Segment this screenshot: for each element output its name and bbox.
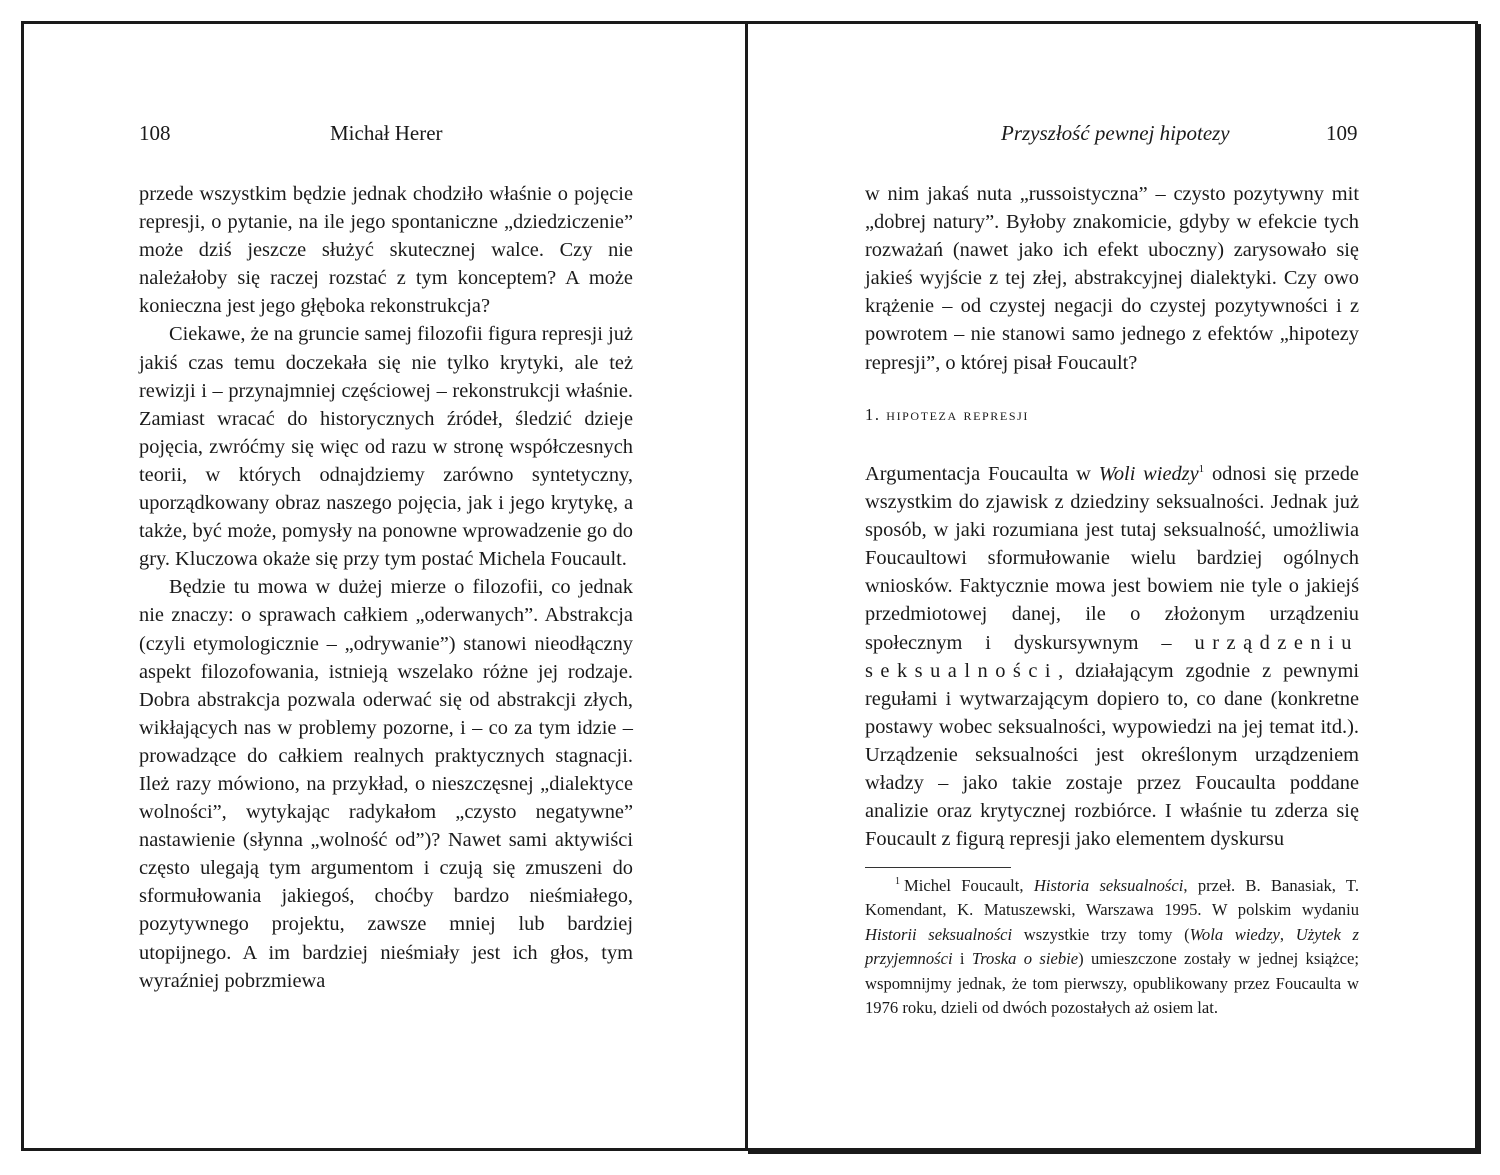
emphasized-term: urządzeniu seksualności [865,631,1359,682]
text-run: , działającym zgodnie z pewnymi regułami i wytwarzającym dopiero to, co dane (konkretne postawy wobec seksualności, wypowiedzi na jej temat itd.). Urządzenie seksualności jest określonym urządzeniem władzy – jako takie zostaje przez Foucaulta poddane analizie oraz krytycznej rozbiórce. I właśnie tu zderza się Foucault z figurą represji jako elementem dyskursu [865,659,1359,851]
text-run: wszystkie trzy tomy ( [1012,924,1190,944]
left-page-body [139,180,633,995]
paragraph: przede wszystkim będzie jednak chodziło właśnie o pojęcie represji, o pytanie, na ile jego spontaniczne „dziedziczenie” może dziś jeszcze służyć skutecznej walce. Czy nie należałoby się raczej rozstać z tym konceptem? A może konieczna jest jego głęboka rekonstrukcja? [139,183,633,318]
left-page [21,21,748,1151]
page-number-right: 109 [1326,121,1358,145]
work-title: Użytek z przyjemności [865,924,1359,969]
paragraph [865,460,1359,853]
text-run: Argumentacja Foucaulta w [865,463,1099,485]
right-page-opening [865,180,1359,377]
running-head-title: Przyszłość pewnej hipotezy [1001,121,1230,145]
text-run: ) umieszczone zostały w jednej książce; wspomnijmy jednak, że tom pierwszy, opublikowany przez Foucaulta w 1976 roku, dzieli od dwóch pozostałych aż osiem lat. [865,949,1359,1018]
text-run: , przeł. B. Banasiak, T. Komendant, K. Matuszewski, Warszawa 1995. W polskim wydaniu [865,876,1359,920]
page-number-left: 108 [139,121,171,145]
right-page-section-body [865,460,1359,853]
section-heading: 1. hipoteza represji [865,405,1029,424]
paragraph: w nim jakaś nuta „russoistyczna” – czysto pozytywny mit „dobrej natury”. Byłoby znakomicie, gdyby w efekcie tych rozważań (nawet jako ich efekt uboczny) zarysowało się jakieś wyjście z tej złej, abstrakcyjnej dialektyki. Czy owo krążenie – od czystej negacji do czystej pozytywności i z powrotem – nie stanowi samo jednego z efektów „hipotezy represji”, o której pisał Foucault? [865,183,1359,374]
footnote-mark: 1 [895,876,900,888]
text-run: , [1279,924,1296,944]
paragraph: Ciekawe, że na gruncie samej filozofii figura represji już jakiś czas temu doczekała się nie tylko krytyki, ale też rewizji i – przynajmniej częściowej – rekonstrukcji właśnie. Zamiast wracać do historycznych źródeł, śledzić dzieje pojęcia, zwróćmy się więc od razu w stronę współczesnych teorii, w których odnajdziemy zarówno syntetyczny, uporządkowany obraz naszego pojęcia, jak i jego krytykę, a także, być może, pomysły na ponowne wprowadzenie go do gry. Kluczowa okaże się przy tym postać Michela Foucault. [139,323,633,571]
paragraph: Będzie tu mowa w dużej mierze o filozofii, co jednak nie znaczy: o sprawach całkiem „oderwanych”. Abstrakcja (czyli etymologicznie – „odrywanie”) stanowi nieodłączny aspekt filozofowania, istnieją wszelako różne jej rodzaje. Dobra abstrakcja pozwala oderwać się od abstrakcji złych, wikłających nas w problemy pozorne, i – co za tym idzie – prowadzące do całkiem realnych praktycznych stagnacji. Ileż razy mówiono, na przykład, o nieszczęsnej „dialektyce wolności”, wytykając radykałom „czysto negatywne” nastawienie (słynna „wolność od”)? Nawet sami aktywiści często ulegają tym argumentom i czują się zmuszeni do sformułowania jakiegoś, choćby bardzo nieśmiałego, pozytywnego projektu, zawsze mniej lub bardziej utopijnego. A im bardziej nieśmiały jest ich głos, tym wyraźniej pobrzmiewa [139,576,633,992]
work-title: Wola wiedzy [1189,924,1280,944]
footnote [865,874,1359,1020]
text-run: odnosi się przede wszystkim do zjawisk z dziedziny seksualności. Jednak już sposób, w jaki rozumiana jest tutaj seksualność, umożliwia Foucaultowi sformułowanie wielu bardziej ogólnych wniosków. Faktycznie mowa jest bowiem nie tyle o jakiejś przedmiotowej danej, ile o złożonym urządzeniu społecznym i dyskursywnym – [865,463,1359,654]
work-title: Historia seksualności [1033,876,1184,895]
work-title: Woli wiedzy [1098,463,1199,485]
footnote-text [865,874,1359,1020]
footnote-rule [865,867,1011,868]
work-title: Historii seksualności [865,924,1013,944]
text-run: Michel Foucault, [904,876,1034,895]
running-head-author: Michał Herer [330,121,443,145]
text-run: i [952,949,972,969]
work-title: Troska o siebie [971,949,1079,969]
right-page [745,21,1478,1151]
footnote-reference: 1 [1198,463,1205,476]
